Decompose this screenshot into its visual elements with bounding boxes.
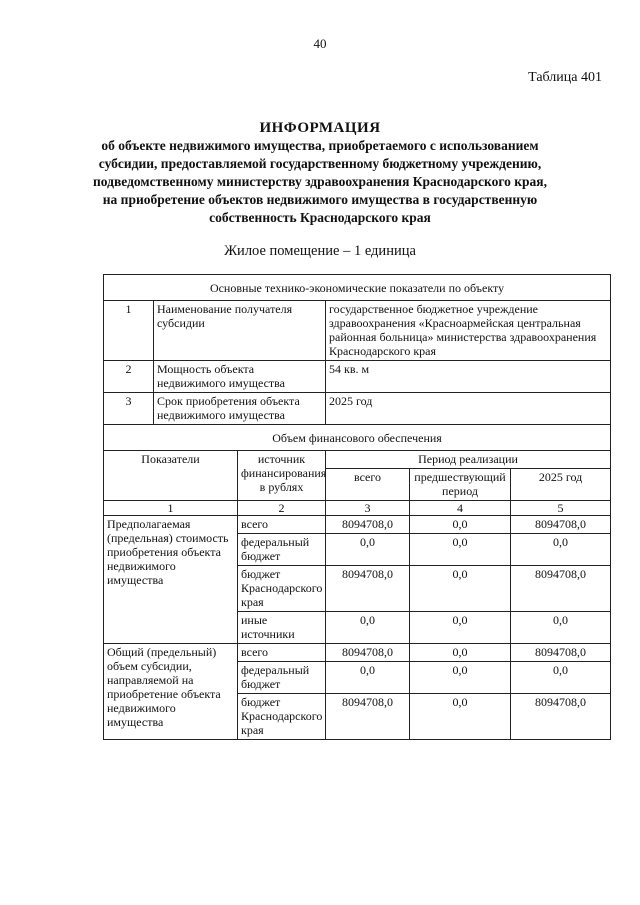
header-indicators: Показатели — [104, 451, 238, 501]
info-row-label: Срок приобретения объекта недвижимого имущества — [154, 393, 326, 425]
row-source: федеральный бюджет — [238, 662, 326, 694]
row-source: бюджет Краснодарского края — [238, 566, 326, 612]
row-total: 8094708,0 — [326, 644, 410, 662]
column-number: 1 — [104, 501, 238, 516]
row-total: 0,0 — [326, 662, 410, 694]
info-row-value: 54 кв. м — [326, 361, 611, 393]
row-total: 0,0 — [326, 612, 410, 644]
info-row-number: 3 — [104, 393, 154, 425]
info-row — [104, 301, 611, 361]
subtitle: Жилое помещение – 1 единица — [224, 243, 416, 259]
table-label: Таблица 401 — [528, 70, 602, 85]
title-line: подведомственному министерству здравоохранения Краснодарского края, — [93, 174, 547, 189]
column-number: 2 — [238, 501, 326, 516]
row-previous: 0,0 — [410, 694, 511, 740]
section2-header: Объем финансового обеспечения — [104, 425, 611, 451]
title-main: ИНФОРМАЦИЯ — [259, 120, 381, 136]
row-previous: 0,0 — [410, 534, 511, 566]
row-total: 0,0 — [326, 534, 410, 566]
header-previous: предшествующий период — [410, 469, 511, 501]
column-number: 5 — [511, 501, 611, 516]
title-line: на приобретение объектов недвижимого имущества в государственную — [102, 192, 538, 207]
row-year: 8094708,0 — [511, 694, 611, 740]
row-total: 8094708,0 — [326, 516, 410, 534]
info-table — [103, 274, 611, 740]
row-source: федеральный бюджет — [238, 534, 326, 566]
row-year: 0,0 — [511, 662, 611, 694]
section1-header: Основные технико-экономические показатели по объекту — [104, 275, 611, 301]
page-number: 40 — [313, 36, 327, 51]
row-previous: 0,0 — [410, 644, 511, 662]
info-row-label: Наименование получателя субсидии — [154, 301, 326, 361]
row-source: бюджет Краснодарского края — [238, 694, 326, 740]
row-previous: 0,0 — [410, 566, 511, 612]
row-year: 8094708,0 — [511, 644, 611, 662]
info-row — [104, 393, 611, 425]
row-previous: 0,0 — [410, 612, 511, 644]
title-line: собственность Краснодарского края — [209, 210, 431, 225]
finance-header-row — [104, 451, 611, 469]
section-header-row — [104, 275, 611, 301]
header-period: Период реализации — [326, 451, 611, 469]
row-source: иные источники — [238, 612, 326, 644]
section-header-row — [104, 425, 611, 451]
group-label: Предполагаемая (предельная) стоимость приобретения объекта недвижимого имущества — [104, 516, 238, 644]
row-source: всего — [238, 644, 326, 662]
header-year: 2025 год — [511, 469, 611, 501]
row-previous: 0,0 — [410, 662, 511, 694]
row-year: 0,0 — [511, 612, 611, 644]
title-line: субсидии, предоставляемой государственному бюджетному учреждению, — [98, 156, 542, 171]
info-row — [104, 361, 611, 393]
info-row-number: 2 — [104, 361, 154, 393]
row-previous: 0,0 — [410, 516, 511, 534]
row-total: 8094708,0 — [326, 694, 410, 740]
info-row-value: государственное бюджетное учреждение здравоохранения «Красноармейская центральная районная больница» министерства здравоохранения Краснодарского края — [326, 301, 611, 361]
column-numbers-row — [104, 501, 611, 516]
info-row-value: 2025 год — [326, 393, 611, 425]
column-number: 3 — [326, 501, 410, 516]
column-number: 4 — [410, 501, 511, 516]
info-row-label: Мощность объекта недвижимого имущества — [154, 361, 326, 393]
table-row — [104, 644, 611, 662]
title-line: об объекте недвижимого имущества, приобретаемого с использованием — [101, 138, 539, 153]
header-total: всего — [326, 469, 410, 501]
document-title — [90, 119, 550, 227]
group-label: Общий (предельный) объем субсидии, направляемой на приобретение объекта недвижимого имущества — [104, 644, 238, 740]
row-source: всего — [238, 516, 326, 534]
row-year: 8094708,0 — [511, 516, 611, 534]
table-row — [104, 516, 611, 534]
info-row-number: 1 — [104, 301, 154, 361]
row-year: 0,0 — [511, 534, 611, 566]
row-year: 8094708,0 — [511, 566, 611, 612]
header-source: источник финансирования в рублях — [238, 451, 326, 501]
row-total: 8094708,0 — [326, 566, 410, 612]
